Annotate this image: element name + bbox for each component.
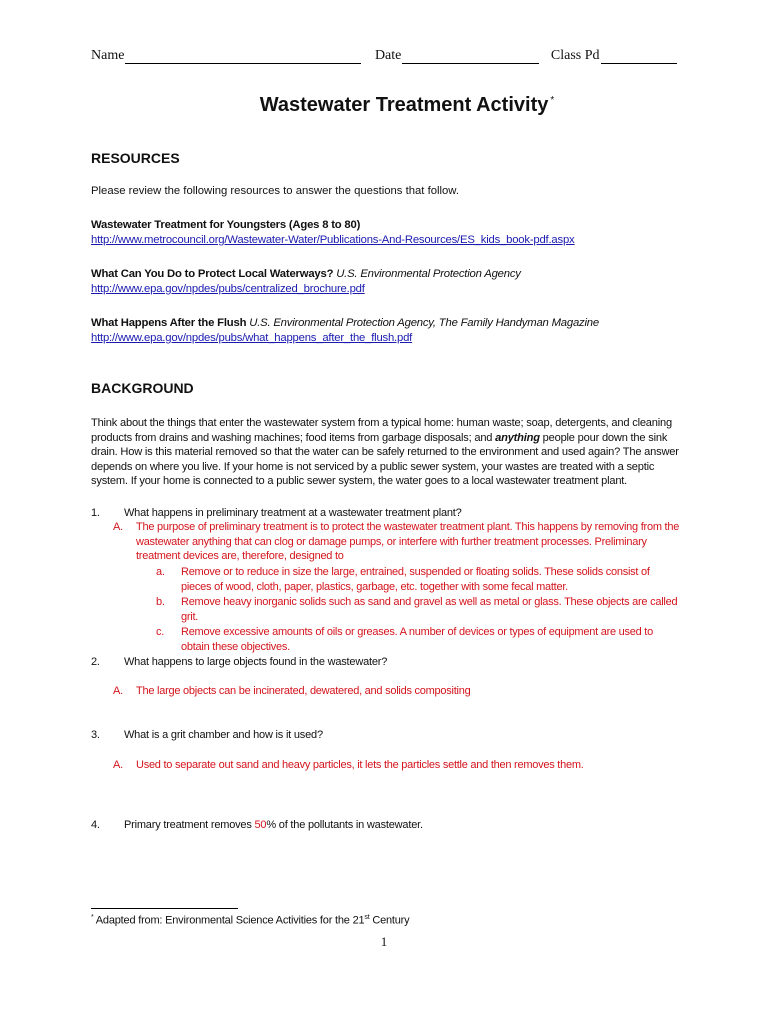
answer-marker: A. (113, 521, 123, 533)
answer-text: Used to separate out sand and heavy particles, it lets the particles settle and then removes them. (136, 759, 584, 771)
subitem-text: Remove excessive amounts of oils or greases. A number of devices or types of equipment are used to obtain these objectives. (181, 626, 653, 653)
resource-source: U.S. Environmental Protection Agency, The Family Handyman Magazine (246, 317, 599, 329)
footnote-divider (91, 908, 238, 909)
background-text-start: Think about the things that enter the wastewater system from a typical home: human waste; soap, detergents, and cleaning products from drains and washing machines; food items from garbage disposals; and (91, 417, 672, 444)
question-1 (91, 506, 462, 521)
resource-item (91, 316, 681, 346)
answer-text: The large objects can be incinerated, dewatered, and solids compositing (136, 685, 471, 697)
question-text: What happens to large objects found in the wastewater? (124, 656, 388, 668)
resources-heading: RESOURCES (91, 150, 180, 166)
answer-text: The purpose of preliminary treatment is to protect the wastewater treatment plant. This happens by removing from the wastewater anything that can clog or damage pumps, or interfere with further treatment processes. Preliminary treatment devices are, therefore, designed to (136, 521, 680, 563)
question-2 (91, 655, 387, 670)
background-emphasis: anything (495, 431, 540, 444)
question-text-start: Primary treatment removes (124, 819, 255, 831)
background-paragraph (91, 416, 681, 489)
class-period-field[interactable] (551, 48, 677, 64)
footnote-marker: * (91, 914, 94, 921)
footnote-superscript: st (364, 914, 370, 921)
date-blank[interactable] (402, 49, 539, 64)
resource-title: What Happens After the Flush (91, 317, 247, 329)
footnote (91, 914, 409, 927)
student-info-line (91, 48, 691, 64)
footnote-text-end: Century (369, 914, 410, 927)
subitem-marker: a. (156, 566, 165, 578)
resource-item (91, 218, 681, 248)
answer-1-subitem-c (156, 625, 681, 654)
fill-in-answer[interactable]: 50 (254, 819, 267, 831)
resource-item (91, 267, 681, 297)
date-label: Date (374, 48, 402, 63)
answer-3 (113, 758, 683, 773)
resource-source: U.S. Environmental Protection Agency (333, 268, 521, 280)
date-field[interactable] (375, 48, 539, 64)
subitem-text: Remove or to reduce in size the large, entrained, suspended or floating solids. These solids consist of pieces of wood, cloth, paper, plastics, garbage, etc. together with some fecal matter. (181, 566, 650, 593)
subitem-marker: c. (156, 626, 165, 638)
background-text-end: people pour down the sink drain. How is this material removed so that the water can be safely returned to the environment and used again? The answer depends on where you live. If your home is not serviced by a public sewer system, your wastes are treated with a septic system. If your home is connected to a public sewer system, the water goes to a local wastewater treatment plant. (91, 431, 679, 488)
name-label: Name (91, 48, 125, 63)
resource-title: Wastewater Treatment for Youngsters (Ages 8 to 80) (91, 219, 361, 231)
question-number: 4. (91, 819, 100, 831)
name-blank[interactable] (125, 49, 361, 64)
answer-1-subitem-b (156, 595, 681, 624)
class-period-blank[interactable] (601, 49, 677, 64)
class-period-label: Class Pd (550, 48, 600, 63)
question-number: 3. (91, 729, 100, 741)
footnote-text: Adapted from: Environmental Science Activities for the 21 (93, 914, 365, 927)
resource-title: What Can You Do to Protect Local Waterways? (91, 268, 334, 280)
subitem-marker: b. (156, 596, 165, 608)
question-4 (91, 818, 423, 833)
answer-marker: A. (113, 759, 123, 771)
title-footnote-marker: * (550, 95, 555, 107)
answer-2 (113, 684, 683, 699)
question-text: What is a grit chamber and how is it used? (124, 729, 323, 741)
page-number: 1 (380, 934, 388, 949)
resource-link[interactable]: http://www.epa.gov/npdes/pubs/what_happens_after_the_flush.pdf (91, 331, 413, 344)
question-text: What happens in preliminary treatment at a wastewater treatment plant? (124, 507, 462, 519)
question-number: 2. (91, 656, 100, 668)
resource-link[interactable]: http://www.metrocouncil.org/Wastewater-Water/Publications-And-Resources/ES_kids_book-pdf.aspx (91, 233, 575, 246)
answer-1-subitem-a (156, 565, 681, 594)
resource-link[interactable]: http://www.epa.gov/npdes/pubs/centralized_brochure.pdf (91, 282, 365, 295)
subitem-text: Remove heavy inorganic solids such as sand and gravel as well as metal or glass. These objects are called grit. (181, 596, 678, 623)
question-number: 1. (91, 507, 100, 519)
answer-marker: A. (113, 685, 123, 697)
background-heading: BACKGROUND (91, 380, 194, 396)
answer-1 (113, 520, 683, 564)
question-3 (91, 728, 323, 743)
title-text: Wastewater Treatment Activity (259, 94, 549, 116)
resources-intro: Please review the following resources to answer the questions that follow. (91, 185, 459, 197)
page-title (0, 94, 768, 117)
name-field[interactable] (91, 48, 361, 64)
question-text-end: % of the pollutants in wastewater. (266, 819, 423, 831)
